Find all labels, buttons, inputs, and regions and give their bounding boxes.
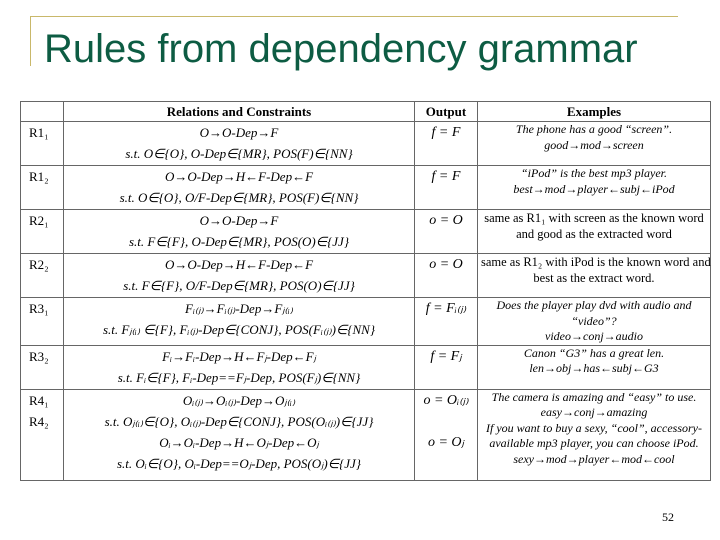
output-cell xyxy=(415,298,478,346)
rule-id-cell xyxy=(21,389,64,480)
table-row xyxy=(21,254,711,298)
relation-pattern: O→O-Dep→F xyxy=(199,125,279,140)
column-header-output: Output xyxy=(415,102,478,122)
relation-cell xyxy=(64,210,415,254)
example-cell xyxy=(478,345,711,389)
example-dependency: video→conj→audio xyxy=(545,329,643,343)
column-header-id xyxy=(21,102,64,122)
output-value: f = Fⱼ xyxy=(430,348,462,364)
relation-constraint: s.t. F∈{F}, O/F-Dep∈{MR}, POS(O)∈{JJ} xyxy=(123,278,355,293)
example-description: and good as the extracted word xyxy=(516,227,672,241)
relation-cell xyxy=(64,298,415,346)
example-cell xyxy=(478,210,711,254)
relation-cell xyxy=(64,389,415,480)
example-cell xyxy=(478,298,711,346)
rule-id: R4₂ xyxy=(29,413,49,429)
output-value: f = F xyxy=(431,169,461,184)
example-sentence: available mp3 player, you can choose iPod. xyxy=(489,436,699,450)
example-sentence: The camera is amazing and “easy” to use. xyxy=(491,389,697,404)
example-dependency: best→mod→player←subj←iPod xyxy=(513,181,675,196)
rule-id-cell xyxy=(21,345,64,389)
rule-id: R4₁ xyxy=(29,392,49,408)
rule-id-cell xyxy=(21,166,64,210)
table-row xyxy=(21,122,711,166)
output-value: o = Oᵢ₍ⱼ₎ xyxy=(423,392,469,408)
rule-id: R1₁ xyxy=(29,125,49,140)
output-cell xyxy=(415,345,478,389)
example-dependency: sexy→mod→player←mod←cool xyxy=(513,451,675,466)
output-value: o = O xyxy=(429,257,463,272)
column-header-relations: Relations and Constraints xyxy=(64,102,415,122)
relation-pattern: Fᵢ₍ⱼ₎→Fᵢ₍ⱼ₎-Dep→Fⱼ₍ᵢ₎ xyxy=(185,301,293,316)
page-number: 52 xyxy=(662,510,674,524)
relation-cell xyxy=(64,254,415,298)
relation-constraint: s.t. Fᵢ∈{F}, Fᵢ-Dep==Fⱼ-Dep, POS(Fⱼ)∈{NN} xyxy=(117,369,361,385)
rules-table xyxy=(20,101,711,481)
table-row xyxy=(21,166,711,210)
rule-id: R2₂ xyxy=(29,257,49,272)
relation-pattern: Oᵢ→Oᵢ-Dep→H←Oⱼ-Dep←Oⱼ xyxy=(159,434,319,450)
relation-constraint: s.t. Oⱼ₍ᵢ₎∈{O}, Oᵢ₍ⱼ₎-Dep∈{CONJ}, POS(Oᵢ₍ⱼ₎)∈{JJ} xyxy=(104,413,374,429)
rule-id: R1₂ xyxy=(29,169,49,184)
example-sentence: “video”? xyxy=(571,313,617,328)
relation-cell xyxy=(64,122,415,166)
example-dependency: len→obj→has←subj←G3 xyxy=(529,361,659,375)
relation-constraint: s.t. O∈{O}, O/F-Dep∈{MR}, POS(F)∈{NN} xyxy=(119,190,359,205)
example-dependency: easy→conj→amazing xyxy=(540,405,648,419)
output-cell xyxy=(415,210,478,254)
relation-cell xyxy=(64,345,415,389)
output-value: o = Oⱼ xyxy=(427,434,464,450)
title-frame-top-line xyxy=(30,16,678,17)
output-cell xyxy=(415,389,478,480)
rule-id: R3₁ xyxy=(29,301,49,316)
rule-id: R2₁ xyxy=(29,213,49,228)
example-sentence: Does the player play dvd with audio and xyxy=(496,298,692,312)
example-sentence: Canon “G3” has a great len. xyxy=(523,345,665,360)
title-frame-left-line xyxy=(30,16,31,66)
column-header-examples: Examples xyxy=(478,102,711,122)
example-description: best as the extract word. xyxy=(533,271,655,285)
table-row xyxy=(21,389,711,480)
output-value: f = F xyxy=(431,125,461,140)
output-cell xyxy=(415,122,478,166)
table-row xyxy=(21,210,711,254)
relation-constraint: s.t. Oᵢ∈{O}, Oᵢ-Dep==Oⱼ-Dep, POS(Oⱼ)∈{JJ} xyxy=(116,455,361,471)
output-value: o = O xyxy=(429,213,463,228)
relation-pattern: O→O-Dep→H←F-Dep←F xyxy=(164,257,314,272)
table-header-row xyxy=(21,102,711,122)
rule-id-cell xyxy=(21,298,64,346)
output-cell xyxy=(415,254,478,298)
example-sentence: If you want to buy a sexy, “cool”, accessory- xyxy=(486,420,702,435)
table-row xyxy=(21,345,711,389)
relation-pattern: O→O-Dep→F xyxy=(199,213,279,228)
rule-id-cell xyxy=(21,210,64,254)
rule-id-cell xyxy=(21,122,64,166)
example-description: same as R1₁ with screen as the known word xyxy=(484,211,704,225)
example-cell xyxy=(478,254,711,298)
example-cell xyxy=(478,166,711,210)
rules-table-container xyxy=(20,101,710,481)
relation-pattern: Oᵢ₍ⱼ₎→Oᵢ₍ⱼ₎-Dep→Oⱼ₍ᵢ₎ xyxy=(182,392,296,408)
relation-constraint: s.t. Fⱼ₍ᵢ₎ ∈{F}, Fᵢ₍ⱼ₎-Dep∈{CONJ}, POS(Fᵢ₍ⱼ₎)∈{NN} xyxy=(102,322,376,337)
example-cell xyxy=(478,122,711,166)
example-sentence: “iPod” is the best mp3 player. xyxy=(521,166,667,180)
slide-title: Rules from dependency grammar xyxy=(44,27,638,71)
output-value: f = Fᵢ₍ⱼ₎ xyxy=(425,301,467,316)
rule-id-cell xyxy=(21,254,64,298)
relation-pattern: O→O-Dep→H←F-Dep←F xyxy=(164,169,314,184)
relation-constraint: s.t. F∈{F}, O-Dep∈{MR}, POS(O)∈{JJ} xyxy=(128,234,350,249)
relation-cell xyxy=(64,166,415,210)
relation-constraint: s.t. O∈{O}, O-Dep∈{MR}, POS(F)∈{NN} xyxy=(125,146,353,161)
output-cell xyxy=(415,166,478,210)
example-dependency: good→mod→screen xyxy=(544,137,644,152)
table-row xyxy=(21,298,711,346)
example-description: same as R1₂ with iPod is the known word and xyxy=(481,255,711,269)
example-cell xyxy=(478,389,711,480)
relation-pattern: Fᵢ→Fᵢ-Dep→H←Fⱼ-Dep←Fⱼ xyxy=(162,348,316,364)
example-sentence: The phone has a good “screen”. xyxy=(515,122,673,136)
rule-id: R3₂ xyxy=(29,348,49,364)
